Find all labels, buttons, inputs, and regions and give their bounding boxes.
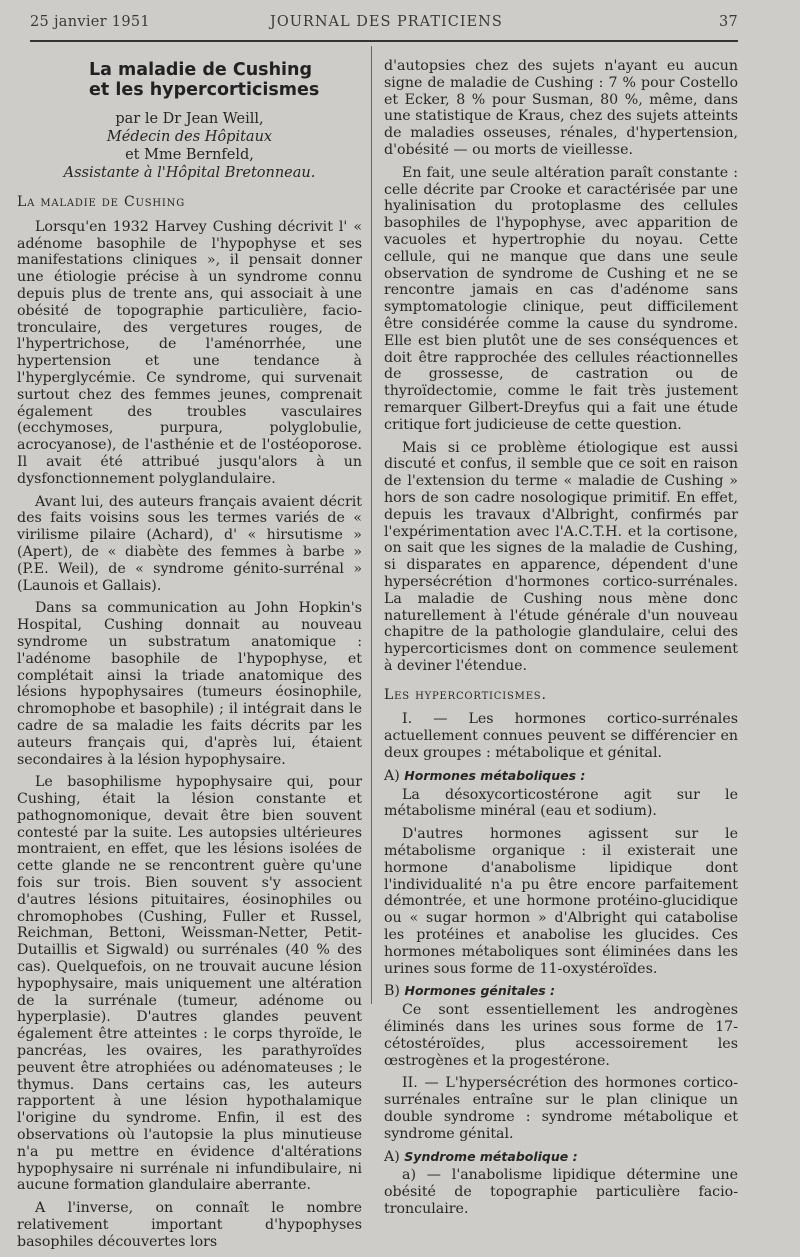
paragraph: A l'inverse, on connaît le nombre relativement important d'hypophyses basophiles découvertes lors	[17, 1200, 362, 1250]
article-title	[89, 60, 362, 100]
right-column	[384, 58, 738, 1224]
author-line: par le Dr Jean Weill,	[115, 111, 264, 127]
subheading-label: A)	[384, 1148, 400, 1165]
byline	[17, 110, 362, 182]
journal-title: JOURNAL DES PRATICIENS	[270, 14, 503, 30]
section-heading-cushing: La maladie de Cushing	[17, 194, 185, 210]
paragraph: Lorsqu'en 1932 Harvey Cushing décrivit l' « adénome basophile de l'hypophyse et ses manifestations cliniques », il pensait donner une étiologie précise à un syndrome connu depuis plus de trente ans, qui associait à une obésité de topographie particulière, facio-tronculaire, des vergetures rouges, de l'hypertrichose, de l'aménorrhée, une hypertension et une tendance à l'hyperglycémie. Ce syndrome, qui survenait surtout chez des femmes jeunes, comprenait également des troubles vasculaires (ecchymoses, purpura, polyglobulie, acrocyanose), de l'asthénie et de l'ostéoporose. Il avait été attribué jusqu'alors à un dysfonctionnement polyglandulaire.	[17, 218, 362, 487]
paragraph: La désoxycorticostérone agit sur le métabolisme minéral (eau et sodium).	[384, 786, 738, 820]
subheading-hormones-genitales	[384, 983, 738, 1000]
subheading-title: Syndrome métabolique :	[404, 1148, 578, 1164]
paragraph: a) — l'anabolisme lipidique détermine une obésité de topographie particulière facio-tronculaire.	[384, 1167, 738, 1217]
coauthor-line: et Mme Bernfeld,	[125, 147, 254, 163]
issue-date: 25 janvier 1951	[30, 14, 150, 30]
subheading-syndrome-metabolique	[384, 1149, 738, 1166]
title-line-1: La maladie de Cushing	[89, 60, 313, 80]
paragraph: Avant lui, des auteurs français avaient décrit des faits voisins sous les termes variés de « virilisme pilaire (Achard), d' « hirsutisme » (Apert), de « diabète des femmes à barbe » (P.E. Weil), de « syndrome génito-surrénal » (Launois et Gallais).	[17, 493, 362, 594]
paragraph: II. — L'hypersécrétion des hormones cortico-surrénales entraîne sur le plan clinique un double syndrome : syndrome métabolique et syndrome génital.	[384, 1075, 738, 1142]
section-heading-hypercorticismes: Les hypercorticismes.	[384, 686, 547, 703]
subheading-label: B)	[384, 983, 400, 1000]
subheading-title: Hormones génitales :	[404, 983, 556, 999]
title-line-2: et les hypercorticismes	[89, 80, 320, 100]
paragraph: Ce sont essentiellement les androgènes éliminés dans les urines sous forme de 17-cétostéroïdes, plus accessoirement les œstrogènes et la progestérone.	[384, 1002, 738, 1069]
header-rule	[30, 40, 738, 42]
paragraph: Dans sa communication au John Hopkin's Hospital, Cushing donnait au nouveau syndrome un substratum anatomique : l'adénome basophile de l'hypophyse, et complétait ainsi la triade anatomique des lésions hypophysaires (tumeurs éosinophile, chromophobe et basophile) ; il intégrait dans le cadre de sa maladie les faits décrits par les auteurs français qui, d'après lui, étaient secondaires à la lésion hypophysaire.	[17, 600, 362, 768]
subheading-hormones-metaboliques	[384, 768, 738, 785]
column-divider	[371, 46, 372, 1004]
paragraph: En fait, une seule altération paraît constante : celle décrite par Crooke et caractérisée par une hyalinisation du protoplasme des cellules basophiles de l'hypophyse, avec apparition de vacuoles et hypertrophie du noyau. Cette cellule, qui ne manque que dans une seule observation de syndrome de Cushing et ne se rencontre jamais en cas d'adénome sans symptomatologie clinique, peut difficilement être considérée comme la cause du syndrome. Elle est bien plutôt une de ses conséquences et doit être rapprochée des cellules réactionnelles de grossesse, de castration ou de thyroïdectomie, comme le fait très justement remarquer Gilbert-Dreyfus qui a fait une étude critique fort judicieuse de cette question.	[384, 164, 738, 433]
subheading-label: A)	[384, 767, 400, 784]
paragraph: Le basophilisme hypophysaire qui, pour Cushing, était la lésion constante et pathognomonique, devait être bien souvent contesté par la suite. Les autopsies ultérieures montraient, en effet, que les lésions isolées de cette glande ne se rencontrent guère qu'une fois sur trois. Bien souvent s'y associent d'autres lésions pituitaires, éosinophiles ou chromophobes (Cushing, Fuller et Russel, Reichman, Bettoni, Weissman-Netter, Petit-Dutaillis et Sigwald) ou surrénales (40 % des cas). Quelquefois, on ne trouvait aucune lésion hypophysaire, mais uniquement une altération de la surrénale (tumeur, adénome ou hyperplasie). D'autres glandes peuvent également être atteintes : le corps thyroïde, le pancréas, les ovaires, les parathyroïdes peuvent être atrophiées ou adénomateuses ; le thymus. Dans certains cas, les auteurs rapportent à une lésion hypothalamique l'origine du syndrome. Enfin, il est des observations où l'autopsie la plus minutieuse n'a pu mettre en évidence d'altérations hypophysaire ni surrénale ni infundibulaire, ni aucune formation glandulaire aberrante.	[17, 774, 362, 1194]
left-column	[17, 58, 362, 1257]
paragraph: I. — Les hormones cortico-surrénales actuellement connues peuvent se différencier en deux groupes : métabolique et génital.	[384, 711, 738, 762]
coauthor-role: Assistante à l'Hôpital Bretonneau.	[63, 165, 316, 181]
paragraph-continued: d'autopsies chez des sujets n'ayant eu aucun signe de maladie de Cushing : 7 % pour Costello et Ecker, 8 % pour Susman, 80 %, même, dans une statistique de Kraus, chez des sujets atteints de maladies osseuses, rénales, d'hypertension, d'obésité — ou morts de vieillesse.	[384, 58, 738, 158]
page-number: 37	[718, 14, 738, 30]
subheading-title: Hormones métaboliques :	[404, 767, 586, 783]
paragraph: Mais si ce problème étiologique est aussi discuté et confus, il semble que ce soit en raison de l'extension du terme « maladie de Cushing » hors de son cadre nosologique primitif. En effet, depuis les travaux d'Albright, confirmés par l'expérimentation avec l'A.C.T.H. et la cortisone, on sait que les signes de la maladie de Cushing, si disparates en apparence, dépendent d'une hypersécrétion d'hormones cortico-surrénales. La maladie de Cushing nous mène donc naturellement à l'étude générale d'un nouveau chapitre de la pathologie glandulaire, celui des hypercorticismes dont on commence seulement à deviner l'étendue.	[384, 439, 738, 674]
paragraph: D'autres hormones agissent sur le métabolisme organique : il existerait une hormone d'anabolisme lipidique dont l'individualité n'a pu être encore parfaitement démontrée, et une hormone protéino-glucidique ou « sugar hormon » d'Albright qui catabolise les protéines et anabolise les glucides. Ces hormones métaboliques sont éliminées dans les urines sous forme de 11-oxystéroïdes.	[384, 826, 738, 977]
running-header	[30, 14, 738, 38]
author-role: Médecin des Hôpitaux	[106, 129, 273, 145]
